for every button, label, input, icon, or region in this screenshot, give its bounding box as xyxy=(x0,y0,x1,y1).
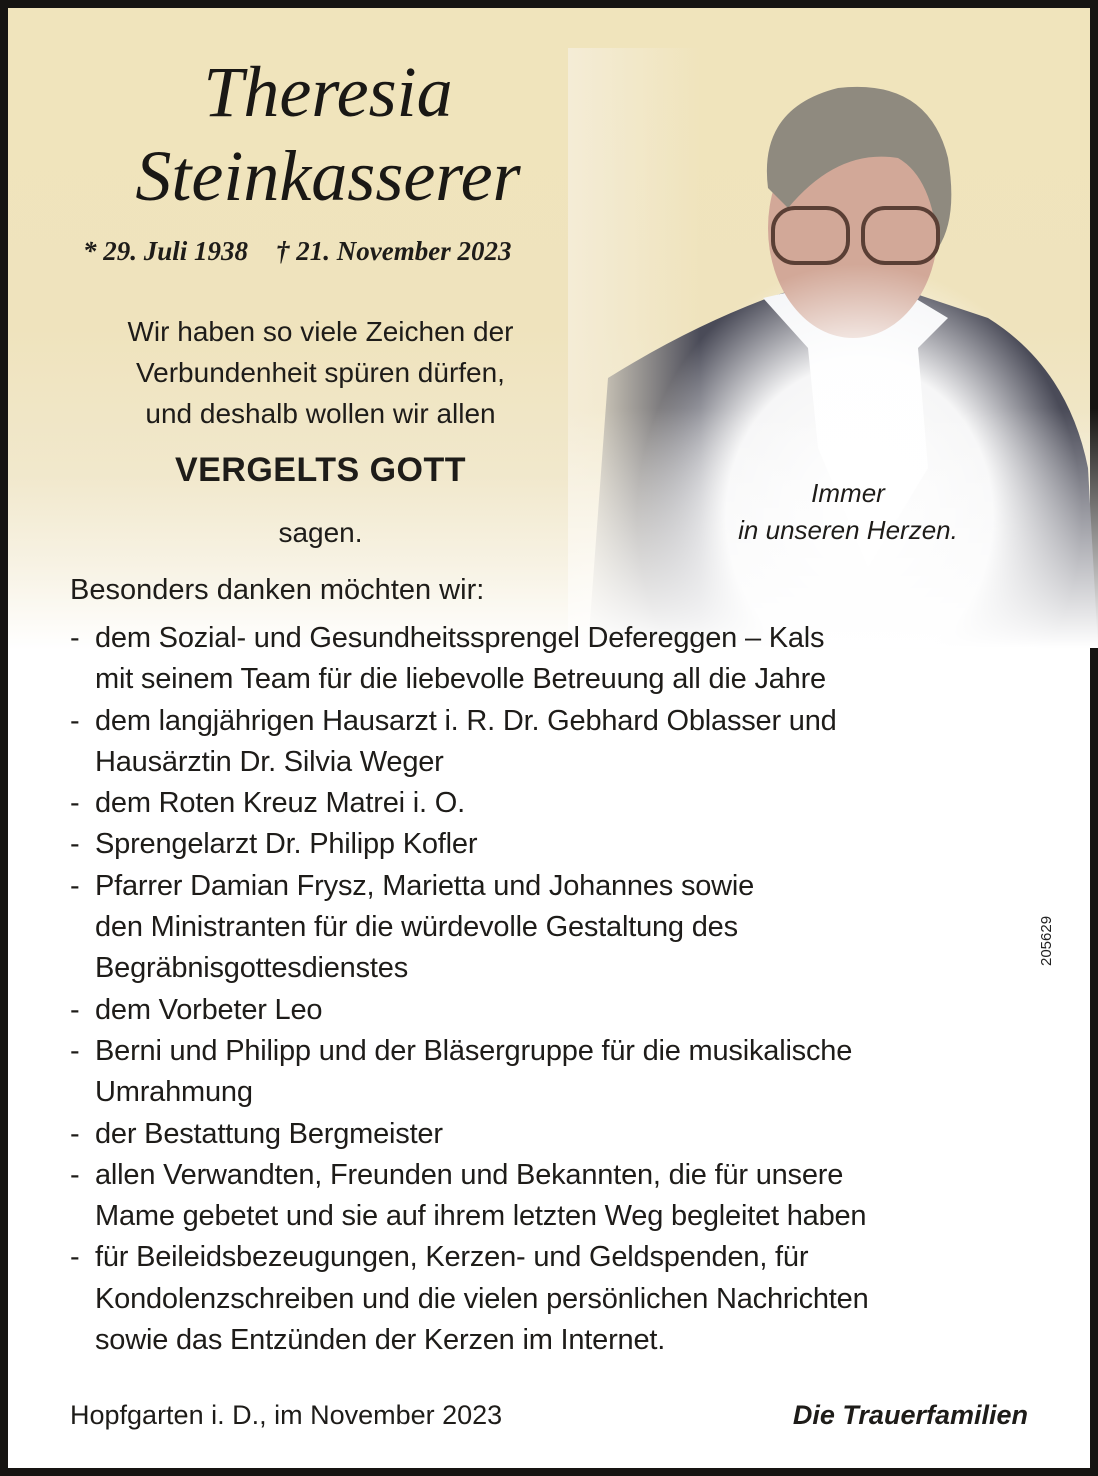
dash-bullet: - xyxy=(70,704,80,737)
thanks-line: mit seinem Team für die liebevolle Betreuung all die Jahre xyxy=(95,663,826,696)
thanks-line: Begräbnisgottesdienstes xyxy=(95,952,408,985)
signature: Die Trauerfamilien xyxy=(792,1400,1028,1430)
thanks-line: Mame gebetet und sie auf ihrem letzten Weg begleitet haben xyxy=(95,1200,867,1233)
dash-bullet: - xyxy=(70,1034,80,1067)
thanks-line: Sprengelarzt Dr. Philipp Kofler xyxy=(95,828,478,861)
thanks-line: dem langjährigen Hausarzt i. R. Dr. Gebhard Oblasser und xyxy=(95,704,837,737)
thanks-item xyxy=(70,866,869,990)
thanks-line: für Beileidsbezeugungen, Kerzen- und Geldspenden, für xyxy=(95,1241,809,1274)
last-name: Steinkasserer xyxy=(135,136,521,216)
thanks-line: dem Roten Kreuz Matrei i. O. xyxy=(95,787,465,820)
ad-code: 205629 xyxy=(1038,915,1055,966)
thanks-item xyxy=(70,824,869,865)
first-name: Theresia xyxy=(203,52,453,132)
thanks-line: dem Sozial- und Gesundheitssprengel Defereggen – Kals xyxy=(95,622,825,654)
thanks-lead: Besonders danken möchten wir: xyxy=(70,574,485,606)
dash-bullet: - xyxy=(70,622,80,654)
caption-line: Immer xyxy=(811,478,885,508)
photo-caption xyxy=(708,475,988,549)
intro-line: und deshalb wollen wir allen xyxy=(145,398,496,429)
thanks-line: der Bestattung Bergmeister xyxy=(95,1117,443,1150)
caption-line: in unseren Herzen. xyxy=(738,515,958,545)
thanks-line: Hausärztin Dr. Silvia Weger xyxy=(95,745,444,778)
thanks-line: Kondolenzschreiben und die vielen persönlichen Nachrichten xyxy=(95,1282,869,1315)
dash-bullet: - xyxy=(70,1158,80,1191)
intro-line: Verbundenheit spüren dürfen, xyxy=(136,357,505,388)
thanks-item xyxy=(70,1237,869,1361)
headline: VERGELTS GOTT xyxy=(174,451,467,489)
thanks-item xyxy=(70,701,869,784)
thanks-line: Pfarrer Damian Frysz, Marietta und Johannes sowie xyxy=(95,869,755,902)
thanks-item xyxy=(70,1155,869,1238)
thanks-item xyxy=(70,618,869,701)
dash-bullet: - xyxy=(70,828,80,861)
closing-word: sagen. xyxy=(278,517,363,548)
thanks-line: den Ministranten für die würdevolle Gestaltung des xyxy=(95,911,738,944)
intro-text xyxy=(48,311,593,434)
dash-bullet: - xyxy=(70,1117,80,1150)
thanks-line: dem Vorbeter Leo xyxy=(95,993,323,1026)
thanks-item xyxy=(70,783,869,824)
thanks-line: Berni und Philipp und der Bläsergruppe für die musikalische xyxy=(95,1034,853,1067)
dash-bullet: - xyxy=(70,993,80,1026)
thanks-list xyxy=(70,618,869,1361)
thanks-item xyxy=(70,1114,869,1155)
thanks-line: Umrahmung xyxy=(95,1076,253,1109)
dash-bullet: - xyxy=(70,869,80,902)
life-dates xyxy=(83,236,540,267)
intro-line: Wir haben so viele Zeichen der xyxy=(127,316,514,347)
deceased-name xyxy=(48,50,608,218)
death-date: † 21. November 2023 xyxy=(276,236,512,266)
thanks-line: allen Verwandten, Freunden und Bekannten, die für unsere xyxy=(95,1158,844,1191)
thanks-item xyxy=(70,1031,869,1114)
birth-date: * 29. Juli 1938 xyxy=(83,236,249,266)
place-date: Hopfgarten i. D., im November 2023 xyxy=(70,1400,503,1430)
dash-bullet: - xyxy=(70,1241,80,1274)
thanks-line: sowie das Entzünden der Kerzen im Internet. xyxy=(95,1324,666,1357)
thanks-item xyxy=(70,990,869,1031)
dash-bullet: - xyxy=(70,787,80,820)
portrait-photo xyxy=(568,48,1098,648)
